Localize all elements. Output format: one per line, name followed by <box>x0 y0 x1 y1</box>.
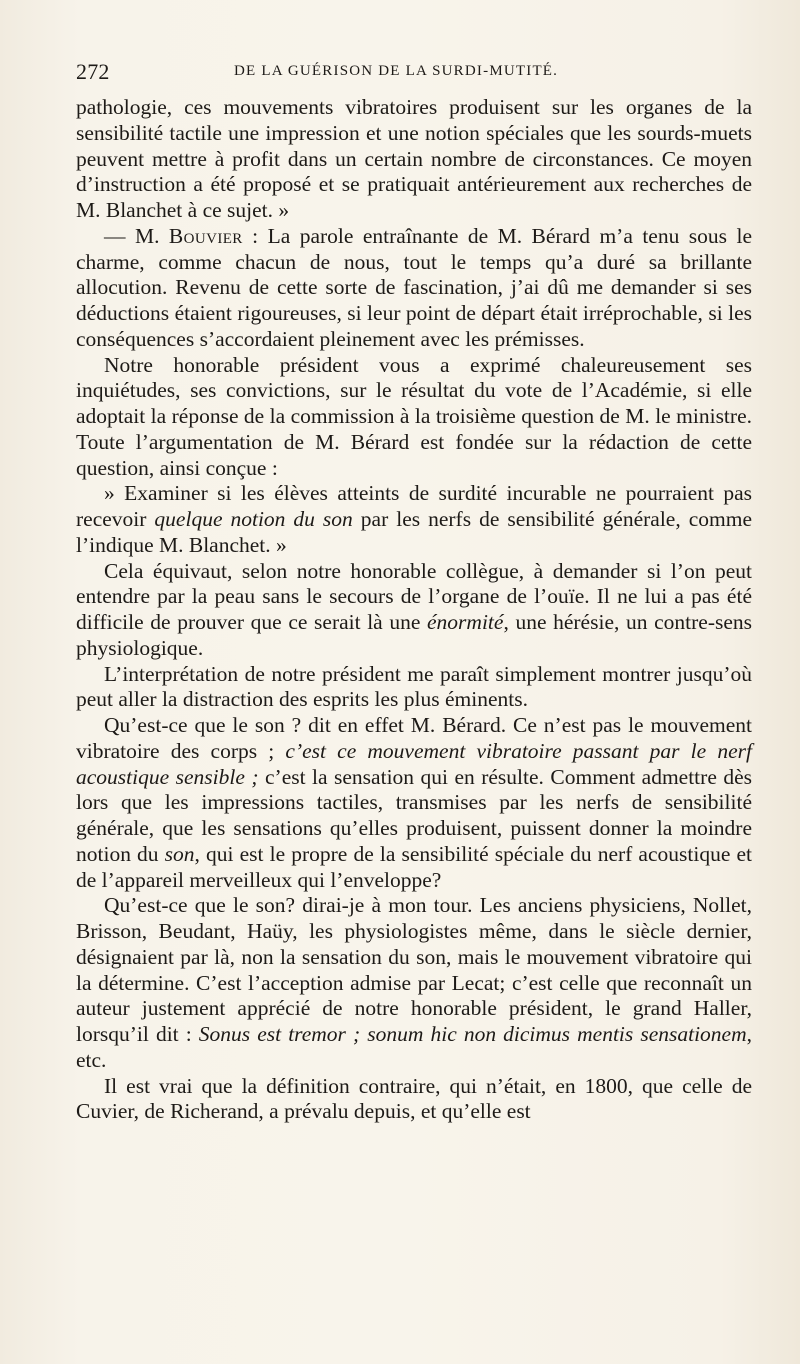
paragraph-7-italic: c’est ce mouvement vibratoire passant par le nerf acoustique sensible ; <box>76 738 752 789</box>
page-header <box>76 58 754 90</box>
paragraph-8 <box>76 893 752 1073</box>
paragraph-7-middle: c’est la sensation qui en résulte. Comment admettre dès lors que les impressions tactiles, transmises par les nerfs de sensibilité générale, que les sensations qu’elles produisent, puissent donner la moindre notion du <box>76 764 752 866</box>
paragraph-2 <box>76 224 752 353</box>
paragraph-8-italic: Sonus est tremor ; sonum hic non dicimus mentis sensationem <box>198 1022 747 1046</box>
paragraph-4-start: » Examiner si les élèves atteints de surdité incurable ne pourraient pas recevoir <box>76 481 752 531</box>
page-body <box>76 95 752 1125</box>
paragraph-1-text: pathologie, ces mouvements vibratoires produisent sur les organes de la sensibilité tactile une impression et une notion spéciales que les sourds-muets peuvent mettre à profit dans un certain nombre de circonstances. Ce moyen d’instruction a été proposé et se pratiquait antérieurement aux recherches de M. Blanchet à ce sujet. » <box>76 95 752 222</box>
speaker-dash: — M. <box>104 223 169 248</box>
paragraph-3-text: Notre honorable président vous a exprimé chaleureusement ses inquiétudes, ses convictions, sur le résultat du vote de l’Académie, si elle adoptait la réponse de la commission à la troisième question de M. le ministre. Toute l’argumentation de M. Bérard est fondée sur la rédaction de cette question, ainsi conçue : <box>76 352 752 480</box>
paragraph-4 <box>76 481 752 558</box>
running-head: DE LA GUÉRISON DE LA SURDI-MUTITÉ. <box>234 63 559 79</box>
paragraph-6-text: L’interprétation de notre président me paraît simplement montrer jusqu’où peut aller la distraction des esprits les plus éminents. <box>76 661 752 712</box>
paragraph-1 <box>76 95 752 224</box>
page-number: 272 <box>76 59 110 84</box>
paragraph-7-italic-word: son <box>164 841 195 866</box>
paragraph-7-start: Qu’est-ce que le son ? dit en effet M. Bérard. Ce n’est pas le mouvement vibratoire des corps ; <box>76 713 752 763</box>
paragraph-5-italic: énormité <box>427 610 504 634</box>
paragraph-5 <box>76 559 752 662</box>
paragraph-4-italic: quelque notion du son <box>154 507 353 531</box>
paragraph-7 <box>76 713 752 893</box>
paragraph-2-text: : La parole entraînante de M. Bérard m’a tenu sous le charme, comme chacun de nous, tout le temps qu’a duré sa brillante allocution. Revenu de cette sorte de fascination, j’ai dû me demander si ses déductions étaient rigoureuses, si leur point de départ était irréprochable, si les conséquences s’accordaient pleinement avec les prémisses. <box>76 223 753 351</box>
paragraph-9-text: Il est vrai que la définition contraire, qui n’était, en 1800, que celle de Cuvier, de Richerand, a prévalu depuis, et qu’elle est <box>76 1073 752 1124</box>
paragraph-6 <box>76 662 752 714</box>
paragraph-9 <box>76 1074 752 1126</box>
paragraph-8-end: , etc. <box>76 1022 753 1072</box>
paragraph-5-start: Cela équivaut, selon notre honorable collègue, à demander si l’on peut entendre par la peau sans le secours de l’organe de l’ouïe. Il ne lui a pas été difficile de prouver que ce serait là une <box>76 558 752 634</box>
paragraph-7-end: , qui est le propre de la sensibilité spéciale du nerf acoustique et de l’appareil merveilleux qui l’enveloppe? <box>76 841 752 892</box>
paragraph-4-end: par les nerfs de sensibilité générale, comme l’indique M. Blanchet. » <box>76 507 752 557</box>
paragraph-8-start: Qu’est-ce que le son? dirai-je à mon tour. Les anciens physiciens, Nollet, Brisson, Beudant, Haüy, les physiologistes même, dans le siècle dernier, désignaient par là, non la sensation du son, mais le mouvement vibratoire qui la détermine. C’est l’acception admise par Lecat; c’est celle que reconnaît un auteur justement apprécié de notre honorable président, le grand Haller, lorsqu’il dit : <box>76 893 752 1046</box>
speaker-name: Bouvier <box>168 223 243 248</box>
paragraph-5-end: , une hérésie, un contre-sens physiologique. <box>76 610 753 660</box>
paragraph-3 <box>76 353 752 482</box>
